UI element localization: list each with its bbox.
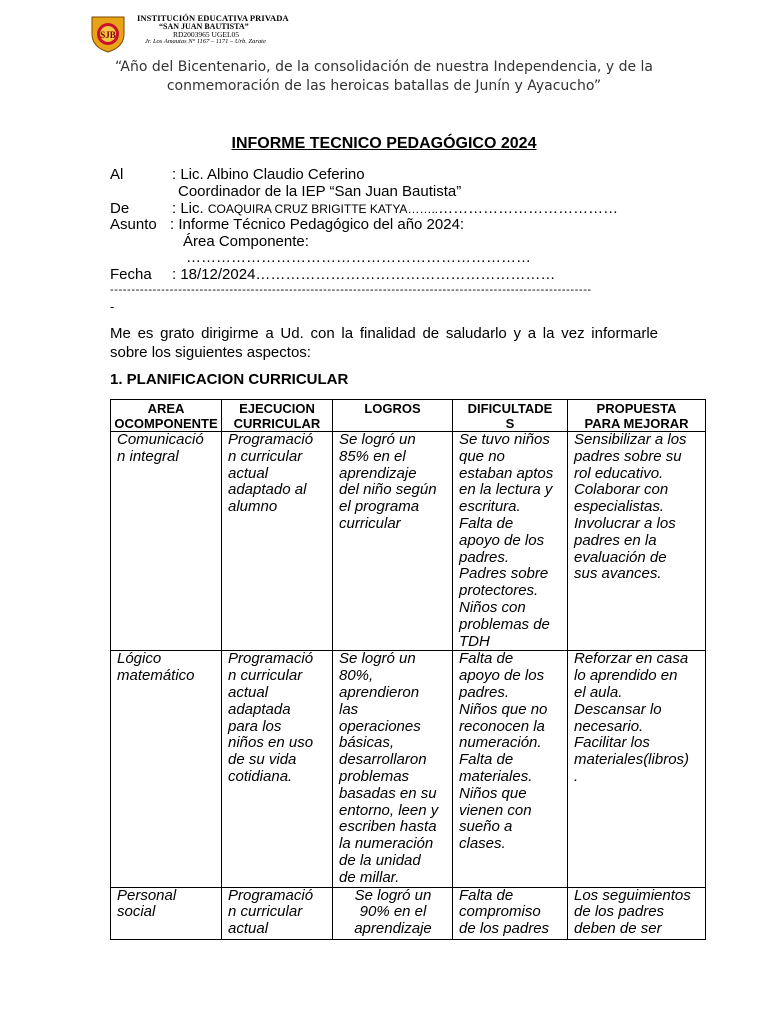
cell-line: Programació: [228, 431, 314, 448]
de-label: De: [110, 200, 130, 217]
cell-line: matemático: [117, 667, 195, 685]
cell-line: Involucrar a los: [574, 514, 676, 532]
cell-line: de millar.: [339, 868, 400, 886]
cell-line: Facilitar los: [574, 734, 650, 752]
cell-line: Se tuvo niños: [459, 431, 550, 448]
de-prefix: : Lic.: [172, 200, 204, 217]
cell-line: en la lectura y: [459, 481, 553, 499]
cell-line: Colaborar con: [574, 481, 669, 499]
cell-line: aprendizaje: [339, 464, 417, 482]
header-line: CURRICULAR: [233, 416, 321, 431]
cell-line: padres sobre su: [574, 447, 682, 465]
cell-line: Falta de: [459, 751, 514, 769]
header-line: DIFICULTADE: [467, 401, 553, 416]
table-header-row: [111, 400, 706, 432]
cell-logros: [333, 887, 453, 939]
cell-line: Programació: [228, 887, 314, 904]
cell-line: de la unidad: [339, 851, 421, 869]
cell-line: para los: [228, 717, 282, 735]
separator-line: -----------------------------------------------------------------------------------------------------------------: [110, 284, 592, 296]
cell-line: padres en la: [574, 531, 657, 549]
cell-line: Niños con: [459, 598, 526, 616]
cell-line: Descansar lo: [574, 700, 662, 718]
header-line: LOGROS: [364, 401, 421, 416]
asunto-value: : Informe Técnico Pedagógico del año 2024:: [170, 216, 465, 233]
asunto-label: Asunto: [110, 216, 157, 233]
cell-line: rol educativo.: [574, 464, 664, 482]
cell-line: apoyo de los: [459, 531, 545, 549]
cell-line: 90% en el: [359, 903, 427, 921]
cell-line: sueño a: [459, 818, 513, 836]
table-row: [111, 887, 706, 939]
header-ejecucion: [222, 400, 333, 432]
cell-line: estaban aptos: [459, 464, 554, 482]
cell-line: las: [339, 700, 359, 718]
intro-paragraph: Me es grato dirigirme a Ud. con la finalidad de saludarlo y a la vez informarle sobre los siguientes aspectos:: [110, 325, 658, 361]
cell-area: [111, 651, 222, 887]
cell-propuesta: [568, 432, 706, 651]
cell-line: Reforzar en casa: [574, 650, 689, 668]
cell-line: padres.: [459, 548, 510, 566]
fecha-dots: ……………………………………………………: [255, 266, 556, 283]
cell-line: actual: [228, 464, 269, 482]
area-component-label: Área Componente:: [183, 233, 309, 250]
cell-line: vienen con: [459, 801, 532, 819]
header-line: PARA MEJORAR: [584, 416, 689, 431]
cell-line: Niños que no: [459, 700, 548, 718]
cell-line: necesario.: [574, 717, 644, 735]
header-dificultades: [453, 400, 568, 432]
cell-line: escritura.: [459, 498, 521, 516]
cell-line: compromiso: [459, 903, 541, 921]
cell-line: Programació: [228, 650, 314, 668]
separator-tail: -: [110, 299, 115, 314]
cell-line: especialistas.: [574, 498, 665, 516]
cell-line: Lógico: [117, 650, 162, 668]
cell-propuesta: [568, 651, 706, 887]
cell-ejecucion: [222, 432, 333, 651]
header-area: [111, 400, 222, 432]
cell-line: el programa: [339, 498, 420, 516]
document-title: INFORME TECNICO PEDAGÓGICO 2024: [231, 135, 537, 152]
year-motto: “Año del Bicentenario, de la consolidación de nuestra Independencia, y de la conmemoración de las heroicas batallas de Junín y Ayacucho”: [114, 59, 654, 94]
section-title: 1. PLANIFICACION CURRICULAR: [110, 371, 349, 388]
cell-logros: [333, 432, 453, 651]
registration-code: RD2003965 UGEL05: [173, 30, 240, 40]
cell-line: de los padres: [574, 903, 665, 921]
cell-area: [111, 887, 222, 939]
cell-ejecucion: [222, 887, 333, 939]
cell-line: que no: [459, 447, 505, 465]
cell-ejecucion: [222, 651, 333, 887]
cell-line: de los padres: [459, 920, 550, 938]
cell-area: [111, 432, 222, 651]
cell-line: niños en uso: [228, 734, 314, 752]
header-propuesta: [568, 400, 706, 432]
institution-info: [137, 14, 289, 46]
cell-line: Falta de: [459, 887, 514, 904]
cell-line: evaluación de: [574, 548, 667, 566]
table-row: [111, 651, 706, 887]
cell-line: básicas,: [339, 734, 395, 752]
cell-line: TDH: [459, 632, 490, 650]
fecha-value: [172, 266, 555, 283]
de-dots: ………………………………: [438, 200, 619, 217]
cell-line: clases.: [459, 835, 506, 853]
logo-letters: SJB: [100, 30, 116, 40]
cell-line: escriben hasta: [339, 818, 437, 836]
cell-line: aprendizaje: [354, 920, 432, 938]
cell-line: padres.: [459, 683, 510, 701]
cell-logros: [333, 651, 453, 887]
cell-line: actual: [228, 920, 269, 938]
cell-line: Se logró un: [354, 887, 432, 904]
cell-dificultades: [453, 651, 568, 887]
header-line: OCOMPONENTE: [114, 416, 218, 431]
cell-line: apoyo de los: [459, 667, 545, 685]
cell-line: problemas de: [459, 615, 550, 633]
planning-table: [110, 399, 706, 940]
cell-line: lo aprendido en: [574, 667, 678, 685]
cell-line: basadas en su: [339, 784, 437, 802]
school-crest-icon: [88, 14, 128, 54]
cell-line: aprendieron: [339, 683, 420, 701]
header-line: AREA: [147, 401, 185, 416]
cell-line: la numeración: [339, 835, 434, 853]
cell-line: actual: [228, 683, 269, 701]
cell-line: n curricular: [228, 903, 303, 921]
header-logros: [333, 400, 453, 432]
header-line: S: [505, 416, 515, 431]
school-address: Jr. Los Amautas N° 1167 – 1171 – Urb. Zarate: [145, 38, 266, 46]
cell-line: Comunicació: [117, 431, 204, 448]
cell-line: n integral: [117, 447, 179, 465]
cell-line: operaciones: [339, 717, 421, 735]
cell-line: Sensibilizar a los: [574, 431, 687, 448]
cell-line: cotidiana.: [228, 767, 293, 785]
cell-line: Falta de: [459, 650, 514, 668]
institution-name: INSTITUCIÓN EDUCATIVA PRIVADA: [137, 13, 289, 23]
al-value-role: Coordinador de la IEP “San Juan Bautista”: [178, 183, 462, 200]
cell-line: Se logró un: [339, 650, 416, 668]
area-component-dots: ……………………………………………………………: [186, 249, 531, 266]
cell-line: materiales(libros): [574, 751, 690, 769]
cell-line: materiales.: [459, 767, 533, 785]
cell-line: sus avances.: [574, 565, 662, 583]
de-dots-small: ……..: [407, 202, 439, 216]
header-line: EJECUCION: [239, 401, 315, 416]
table-row: [111, 432, 706, 651]
cell-line: alumno: [228, 498, 278, 516]
header-line: PROPUESTA: [596, 401, 677, 416]
de-name: COAQUIRA CRUZ BRIGITTE KATYA: [207, 202, 408, 216]
cell-line: Se logró un: [339, 431, 416, 448]
cell-line: Padres sobre: [459, 565, 549, 583]
cell-line: Personal: [117, 887, 177, 904]
cell-line: Los seguimientos: [574, 887, 691, 904]
cell-line: Niños que: [459, 784, 527, 802]
cell-line: del niño según: [339, 481, 437, 499]
cell-line: curricular: [339, 514, 401, 532]
cell-line: n curricular: [228, 667, 303, 685]
cell-line: entorno, leen y: [339, 801, 439, 819]
cell-line: adaptada: [228, 700, 291, 718]
fecha-date: : 18/12/2024: [172, 266, 256, 283]
cell-line: desarrollaron: [339, 751, 427, 769]
al-label: Al: [110, 166, 124, 183]
cell-line: el aula.: [574, 683, 623, 701]
fecha-label: Fecha: [110, 266, 152, 283]
cell-line: social: [117, 903, 156, 921]
cell-dificultades: [453, 432, 568, 651]
cell-line: reconocen la: [459, 717, 545, 735]
cell-line: adaptado al: [228, 481, 307, 499]
cell-line: problemas: [339, 767, 410, 785]
cell-line: 80%,: [339, 667, 374, 685]
cell-line: protectores.: [459, 582, 539, 600]
cell-propuesta: [568, 887, 706, 939]
cell-dificultades: [453, 887, 568, 939]
cell-line: numeración.: [459, 734, 542, 752]
cell-line: .: [574, 767, 579, 785]
cell-line: Falta de: [459, 514, 514, 532]
cell-line: n curricular: [228, 447, 303, 465]
cell-line: deben de ser: [574, 920, 662, 938]
school-name: “SAN JUAN BAUTISTA”: [159, 21, 249, 31]
al-value: : Lic. Albino Claudio Ceferino: [172, 166, 365, 183]
cell-line: 85% en el: [339, 447, 406, 465]
cell-line: de su vida: [228, 751, 297, 769]
